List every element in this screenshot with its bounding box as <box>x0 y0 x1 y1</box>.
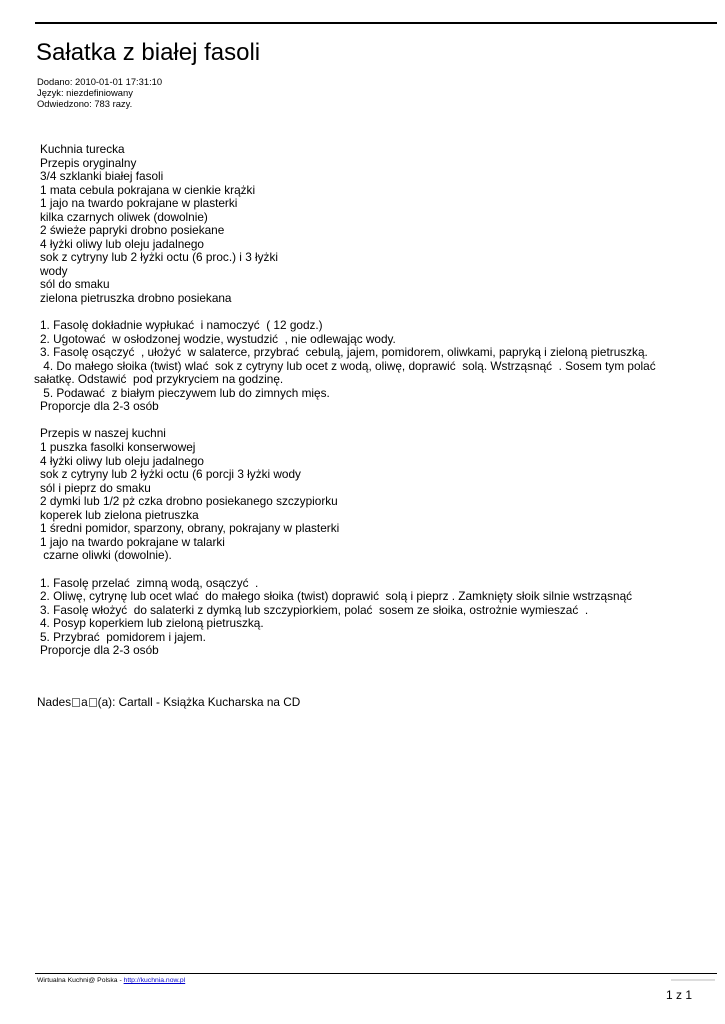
metadata <box>37 76 162 109</box>
footer-link[interactable]: http://kuchnia.now.pl <box>123 977 186 984</box>
recipe-line: Przepis oryginalny <box>40 155 137 170</box>
recipe-line: sok z cytryny lub 2 łyżki octu (6 proc.) i 3 łyżki <box>40 250 278 265</box>
recipe-line: 1 puszka fasolki konserwowej <box>40 440 196 455</box>
sender-value: (a): Cartall - Książka Kucharska na CD <box>97 695 301 709</box>
recipe-line: 1 średni pomidor, sparzony, obrany, pokrajany w plasterki <box>40 521 340 536</box>
page-number: 1 z 1 <box>665 988 692 1002</box>
page-title: Sałatka z białej fasoli <box>36 39 261 66</box>
missing-glyph-box <box>89 698 97 707</box>
bottom-rule <box>35 973 717 974</box>
recipe-line: Proporcje dla 2-3 osób <box>40 399 159 414</box>
recipe-line: 4. Do małego słoika (twist) wlać sok z cytryny lub ocet z wodą, oliwę, doprawić solą. Wstrząsnąć . Sosem tym polać <box>40 358 656 373</box>
recipe-line: wody <box>40 263 68 278</box>
recipe-line: 4. Posyp koperkiem lub zieloną pietruszką. <box>40 616 264 631</box>
recipe-line: kilka czarnych oliwek (dowolnie) <box>40 209 208 224</box>
recipe-line: koperek lub zielona pietruszka <box>40 507 199 522</box>
recipe-line: 2. Oliwę, cytrynę lub ocet wlać do małego słoika (twist) doprawić solą i pieprz . Zamknięty słoik silnie wstrząsnąć <box>40 589 633 604</box>
recipe-line: 3. Fasolę osączyć , ułożyć w salaterce, przybrać cebulą, jajem, pomidorem, oliwkami, papryką i zieloną pietruszką. <box>40 345 648 360</box>
paragraph-gap <box>40 563 680 577</box>
paragraph-gap <box>40 414 680 428</box>
recipe-line: Przepis w naszej kuchni <box>40 426 166 441</box>
recipe-line: 2. Ugotować w osłodzonej wodzie, wystudzić , nie odlewając wody. <box>40 331 396 346</box>
footer-site <box>37 976 185 985</box>
recipe-line: 1 jajo na twardo pokrajane w plasterki <box>40 196 238 211</box>
meta-language: Język: niezdefiniowany <box>37 87 133 98</box>
missing-glyph-box <box>72 698 80 707</box>
meta-added: Dodano: 2010-01-01 17:31:10 <box>37 76 163 87</box>
recipe-line: 1 jajo na twardo pokrajane w talarki <box>40 534 225 549</box>
sender-label-part: a <box>81 695 88 709</box>
recipe-line: 4 łyżki oliwy lub oleju jadalnego <box>40 236 204 251</box>
recipe-line: 5. Przybrać pomidorem i jajem. <box>40 629 206 644</box>
meta-visits: Odwiedzono: 783 razy. <box>37 98 133 109</box>
recipe-line: Proporcje dla 2-3 osób <box>40 643 159 658</box>
recipe-line: zielona pietruszka drobno posiekana <box>40 291 232 306</box>
sender-label-part: Nades <box>37 695 72 709</box>
footer-mark <box>671 979 715 981</box>
top-rule <box>35 22 717 24</box>
recipe-line: 1. Fasolę przelać zimną wodą, osączyć . <box>40 575 259 590</box>
recipe-line: czarne oliwki (dowolnie). <box>40 548 172 563</box>
recipe-line: 1. Fasolę dokładnie wypłukać i namoczyć ( 12 godz.) <box>40 318 323 333</box>
recipe-line: 2 świeże papryki drobno posiekane <box>40 223 225 238</box>
recipe-line: sól i pieprz do smaku <box>40 480 151 495</box>
recipe-line: Kuchnia turecka <box>40 142 125 156</box>
paragraph-gap <box>40 306 680 320</box>
sender-line <box>37 695 300 709</box>
recipe-line: 1 mata cebula pokrajana w cienkie krążki <box>40 182 256 197</box>
recipe-line: sól do smaku <box>40 277 110 292</box>
recipe-line: 4 łyżki oliwy lub oleju jadalnego <box>40 453 204 468</box>
recipe-line: 2 dymki lub 1/2 pż czka drobno posiekanego szczypiorku <box>40 494 338 509</box>
recipe-line: 5. Podawać z białym pieczywem lub do zimnych mięs. <box>40 385 330 400</box>
recipe-line: sałatkę. Odstawić pod przykryciem na godzinę. <box>34 372 284 387</box>
recipe-line: 3. Fasolę włożyć do salaterki z dymką lub szczypiorkiem, polać sosem ze słoika, ostrożnie wymieszać . <box>40 602 589 617</box>
recipe-line: sok z cytryny lub 2 łyżki octu (6 porcji 3 łyżki wody <box>40 467 301 482</box>
footer-site-name: Wirtualna Kuchni@ Polska - <box>37 977 124 984</box>
recipe-body <box>34 142 680 658</box>
recipe-line: 3/4 szklanki białej fasoli <box>40 169 164 184</box>
